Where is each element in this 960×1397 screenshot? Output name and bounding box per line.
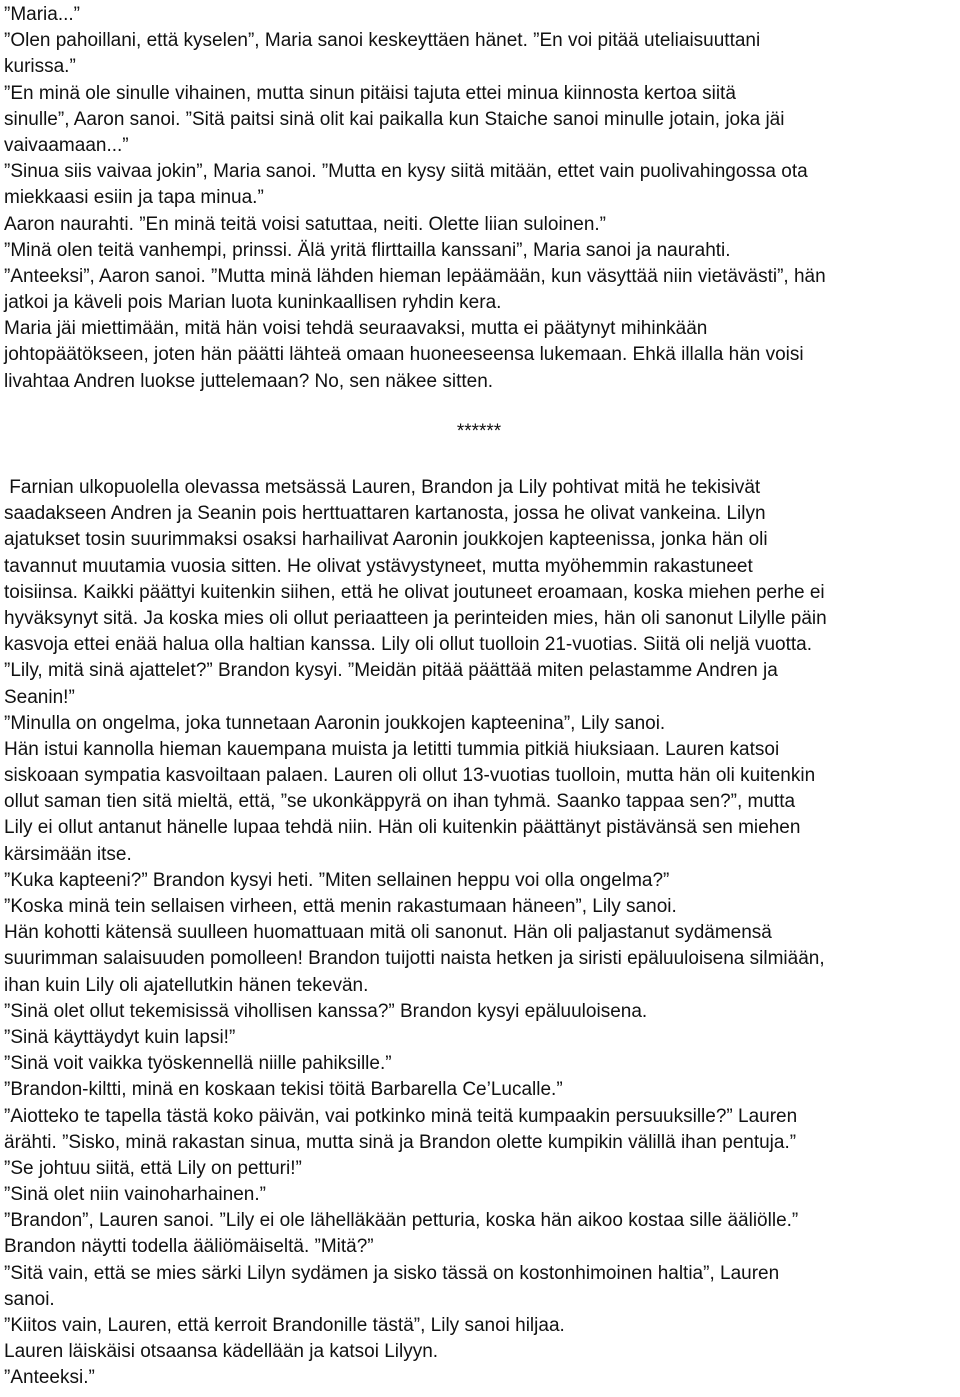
text-line: suurimman salaisuuden pomolleen! Brandon tuijotti naista hetken ja siristi epäluuloisena silmiään,: [4, 948, 825, 970]
text-line: Hän kohotti kätensä suulleen huomattuaan mitä oli sanonut. Hän oli paljastanut sydämensä: [4, 922, 772, 944]
text-line: sanoi.: [4, 1288, 55, 1310]
text-line: ”Anteeksi”, Aaron sanoi. ”Mutta minä lähden hieman lepäämään, kun väsyttää niin vietävästi”, hän: [4, 265, 826, 287]
text-line: ”Olen pahoillani, että kyselen”, Maria sanoi keskeyttäen hänet. ”En voi pitää uteliaisuuttani: [4, 30, 761, 52]
text-line: ”Koska minä tein sellaisen virheen, että menin rakastumaan häneen”, Lily sanoi.: [4, 896, 677, 917]
text-line: ”Sinä voit vaikka työskennellä niille pahiksille.”: [4, 1053, 392, 1075]
text-line: ”Sinua siis vaivaa jokin”, Maria sanoi. ”Mutta en kysy siitä mitään, ettet vain puolivahingossa ota: [4, 161, 808, 183]
document-text-part-2: [4, 475, 954, 1392]
text-line: ”Sinä olet niin vainoharhainen.”: [4, 1184, 266, 1206]
text-line: livahtaa Andren luokse juttelemaan? No, sen näkee sitten.: [4, 370, 494, 392]
text-line: ”Brandon-kiltti, minä en koskaan tekisi töitä Barbarella Ce’Lucalle.”: [4, 1079, 563, 1101]
text-line: Lily ei ollut antanut hänelle lupaa tehdä niin. Hän oli kuitenkin päättänyt pistävänsä sen miehen: [4, 817, 801, 839]
text-line: ”Kuka kapteeni?” Brandon kysyi heti. ”Miten sellainen heppu voi olla ongelma?”: [4, 869, 670, 891]
text-line: ihan kuin Lily oli ajatellutkin hänen tekevän.: [4, 974, 369, 996]
text-line: tavannut muutamia vuosia sitten. He olivat ystävystyneet, mutta myöhemmin rakastuneet: [4, 555, 753, 577]
text-line: Lauren läiskäisi otsaansa kädellään ja katsoi Lilyyn.: [4, 1341, 439, 1363]
text-line: ”Sinä olet ollut tekemisissä vihollisen kanssa?” Brandon kysyi epäluuloisena.: [4, 1000, 648, 1022]
text-line: hyväksynyt sitä. Ja koska mies oli ollut periaatteen ja perinteiden mies, hän oli sanonut Lilylle päin: [4, 607, 827, 629]
text-line: ollut saman tien sitä mieltä, että, ”se ukonkäppyrä on ihan tyhmä. Saanko tappaa sen?”, mutta: [4, 791, 796, 813]
document-page: [4, 2, 954, 1392]
text-line: kurissa.”: [4, 56, 76, 78]
text-line: Brandon näytti todella ääliömäiseltä. ”Mitä?”: [4, 1236, 374, 1258]
document-text-part-1: [4, 2, 954, 395]
text-line: ”Sitä vain, että se mies särki Lilyn sydämen ja sisko tässä on kostonhimoinen haltia”, Lauren: [4, 1262, 780, 1284]
text-line: ”Se johtuu siitä, että Lily on petturi!”: [4, 1157, 302, 1179]
text-line: kärsimään itse.: [4, 843, 132, 865]
text-line: ”Anteeksi.”: [4, 1367, 95, 1389]
text-line: toisiinsa. Kaikki päättyi kuitenkin siihen, että he olivat joutuneet eroamaan, koska miehen perhe ei: [4, 581, 825, 603]
text-line: ”Kiitos vain, Lauren, että kerroit Brandonille tästä”, Lily sanoi hiljaa.: [4, 1315, 565, 1336]
text-line: ärähti. ”Sisko, minä rakastan sinua, mutta sinä ja Brandon olette kumpikin välillä ihan pentuja.”: [4, 1131, 797, 1153]
text-line: ”Sinä käyttäydyt kuin lapsi!”: [4, 1026, 236, 1048]
text-line: ajatukset tosin suurimmaksi osaksi harhailivat Aaronin joukkojen kapteenissa, jonka hän oli: [4, 529, 768, 551]
text-line: saadakseen Andren ja Seanin pois herttuattaren kartanosta, jossa he olivat vankeina. Lilyn: [4, 503, 766, 525]
text-line: ”Maria...”: [4, 4, 80, 25]
text-line: jatkoi ja käveli pois Marian luota kuninkaallisen ryhdin kera.: [4, 292, 502, 314]
text-line: kasvoja ettei enää halua olla haltian kanssa. Lily oli ollut tuolloin 21-vuotias. Siitä oli neljä vuotta.: [4, 634, 812, 656]
text-line: Maria jäi miettimään, mitä hän voisi tehdä seuraavaksi, mutta ei päätynyt mihinkään: [4, 318, 708, 340]
text-line: sinulle”, Aaron sanoi. ”Sitä paitsi sinä olit kai paikalla kun Staiche sanoi minulle jotain, joka jäi: [4, 108, 785, 130]
text-line: ”Lily, mitä sinä ajattelet?” Brandon kysyi. ”Meidän pitää päättää miten pelastamme Andren ja: [4, 660, 778, 682]
text-line: johtopäätökseen, joten hän päätti lähteä omaan huoneeseensa lukemaan. Ehkä illalla hän voisi: [4, 344, 804, 366]
text-line: vaivaamaan...”: [4, 134, 129, 156]
section-separator: ******: [456, 420, 502, 442]
text-line: Hän istui kannolla hieman kauempana muista ja letitti tummia pitkiä hiuksiaan. Lauren katsoi: [4, 738, 780, 760]
text-line: ”En minä ole sinulle vihainen, mutta sinun pitäisi tajuta ettei minua kiinnosta kertoa siitä: [4, 82, 736, 104]
text-line: Seanin!”: [4, 686, 75, 708]
text-line: miekkaasi esiin ja tapa minua.”: [4, 187, 264, 209]
text-line: ”Brandon”, Lauren sanoi. ”Lily ei ole lähelläkään petturia, koska hän aikoo kostaa sille ääliölle.”: [4, 1210, 799, 1232]
text-line: Aaron naurahti. ”En minä teitä voisi satuttaa, neiti. Olette liian suloinen.”: [4, 213, 606, 235]
text-line: siskoaan sympatia kasvoiltaan palaen. Lauren oli ollut 13-vuotias tuolloin, mutta hän oli kuitenkin: [4, 765, 816, 787]
text-line: ”Aiotteko te tapella tästä koko päivän, vai potkinko minä teitä kumpaakin persuuksille?” Lauren: [4, 1105, 798, 1127]
text-line: ”Minulla on ongelma, joka tunnetaan Aaronin joukkojen kapteenina”, Lily sanoi.: [4, 712, 666, 734]
text-line: ”Minä olen teitä vanhempi, prinssi. Älä yritä flirttailla kanssani”, Maria sanoi ja naurahti.: [4, 239, 731, 261]
text-line: Farnian ulkopuolella olevassa metsässä Lauren, Brandon ja Lily pohtivat mitä he tekisivät: [4, 477, 761, 498]
